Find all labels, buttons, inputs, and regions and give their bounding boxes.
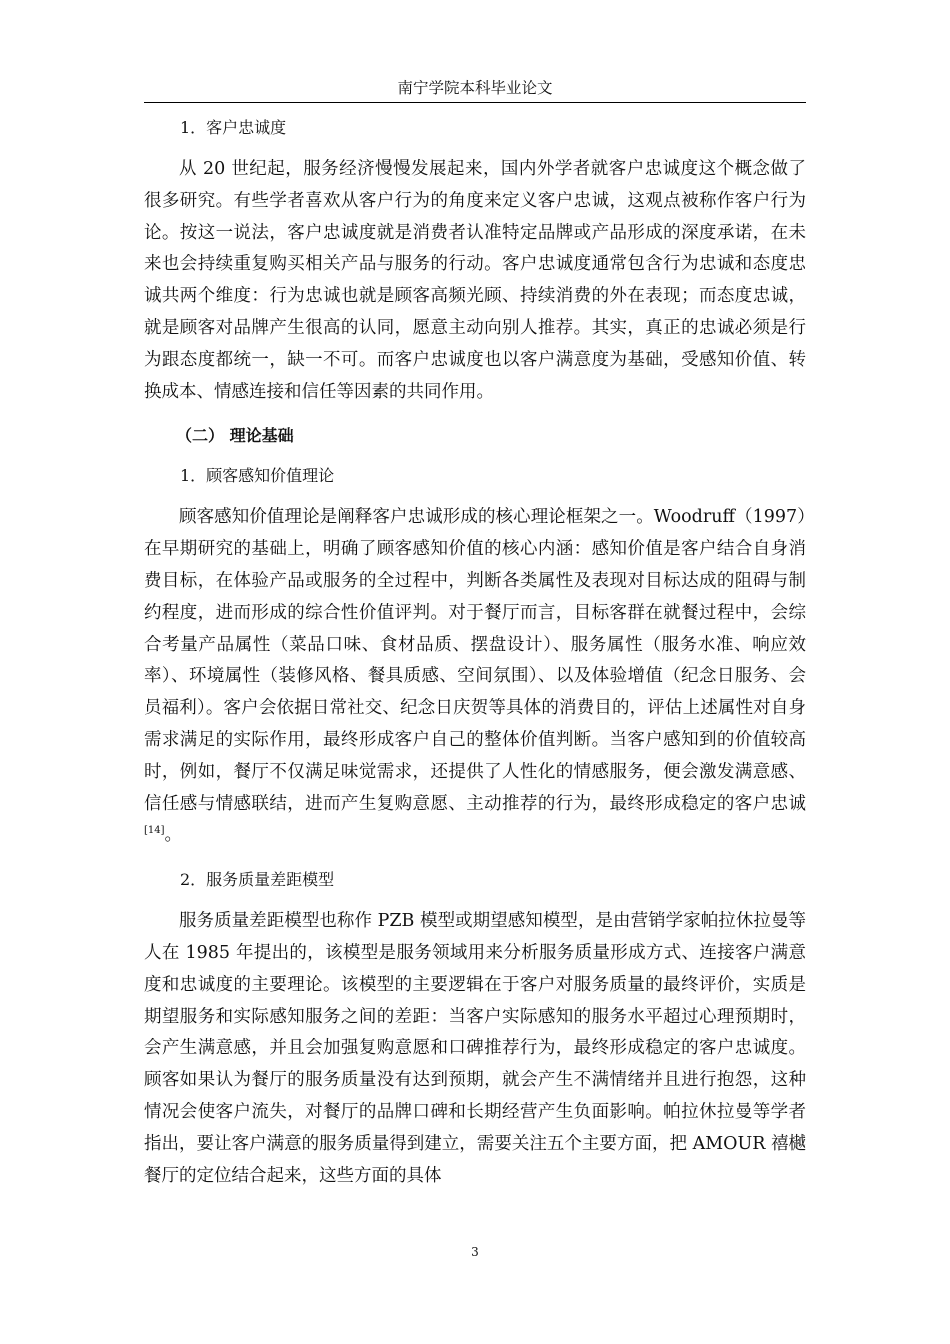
section-heading-service-gap-model: 2．服务质量差距模型 bbox=[180, 870, 335, 890]
header-divider bbox=[144, 102, 806, 103]
paragraph-perceived-value-text: 顾客感知价值理论是阐释客户忠诚形成的核心理论框架之一。Woodruff（1997）在早期研究的基础上，明确了顾客感知价值的核心内涵：感知价值是客户结合自身消费目标，在体验产品或服务的全过程中，判断各类属性及表现对目标达成的阻碍与制约程度，进而形成的综合性价值评判。对于餐厅而言，目标客群在就餐过程中，会综合考量产品属性（菜品口味、食材品质、摆盘设计）、服务属性（服务水准、响应效率）、环境属性（装修风格、餐具质感、空间氛围）、以及体验增值（纪念日服务、会员福利）。客户会依据日常社交、纪念日庆贺等具体的消费目的，评估上述属性对自身需求满足的实际作用，最终形成客户自己的整体价值判断。当客户感知到的价值较高时，例如，餐厅不仅满足味觉需求，还提供了人性化的情感服务，便会激发满意感、信任感与情感联结，进而产生复购意愿、主动推荐的行为，最终形成稳定的客户忠诚 bbox=[144, 507, 806, 814]
document-body bbox=[144, 116, 806, 1192]
section-heading-perceived-value: 1．顾客感知价值理论 bbox=[180, 466, 335, 486]
page-number: 3 bbox=[471, 1245, 479, 1259]
section-heading-customer-loyalty: 1．客户忠诚度 bbox=[180, 118, 287, 137]
citation-ref: [14] bbox=[144, 825, 165, 837]
paragraph-customer-loyalty: 从 20 世纪起，服务经济慢慢发展起来，国内外学者就客户忠诚度这个概念做了很多研究。有些学者喜欢从客户行为的角度来定义客户忠诚，这观点被称作客户行为论。按这一说法，客户忠诚度就是消费者认准特定品牌或产品形成的深度承诺，在未来也会持续重复购买相关产品与服务的行动。客户忠诚度通常包含行为忠诚和态度忠诚共两个维度：行为忠诚也就是顾客高频光顾、持续消费的外在表现；而态度忠诚，就是顾客对品牌产生很高的认同，愿意主动向别人推荐。其实，真正的忠诚必须是行为跟态度都统一，缺一不可。而客户忠诚度也以客户满意度为基础，受感知价值、转换成本、情感连接和信任等因素的共同作用。 bbox=[144, 159, 806, 402]
paragraph-perceived-value bbox=[144, 502, 806, 852]
section-heading-theory-basis: （二） 理论基础 bbox=[176, 426, 294, 446]
page-header: 南宁学院本科毕业论文 bbox=[397, 79, 553, 97]
paragraph-service-gap-model: 服务质量差距模型也称作 PZB 模型或期望感知模型，是由营销学家帕拉休拉曼等人在 1985 年提出的，该模型是服务领域用来分析服务质量形成方式、连接客户满意度和忠诚度的主要理论。该模型的主要逻辑在于客户对服务质量的最终评价，实质是期望服务和实际感知服务之间的差距：当客户实际感知的服务水平超过心理预期时，会产生满意感，并且会加强复购意愿和口碑推荐行为，最终形成稳定的客户忠诚度。顾客如果认为餐厅的服务质量没有达到预期，就会产生不满情绪并且进行抱怨，这种情况会使客户流失，对餐厅的品牌口碑和长期经营产生负面影响。帕拉休拉曼等学者指出，要让客户满意的服务质量得到建立，需要关注五个主要方面，把 AMOUR 禧樾餐厅的定位结合起来，这些方面的具体 bbox=[144, 911, 806, 1186]
paragraph-perceived-value-tail: 。 bbox=[164, 825, 183, 846]
